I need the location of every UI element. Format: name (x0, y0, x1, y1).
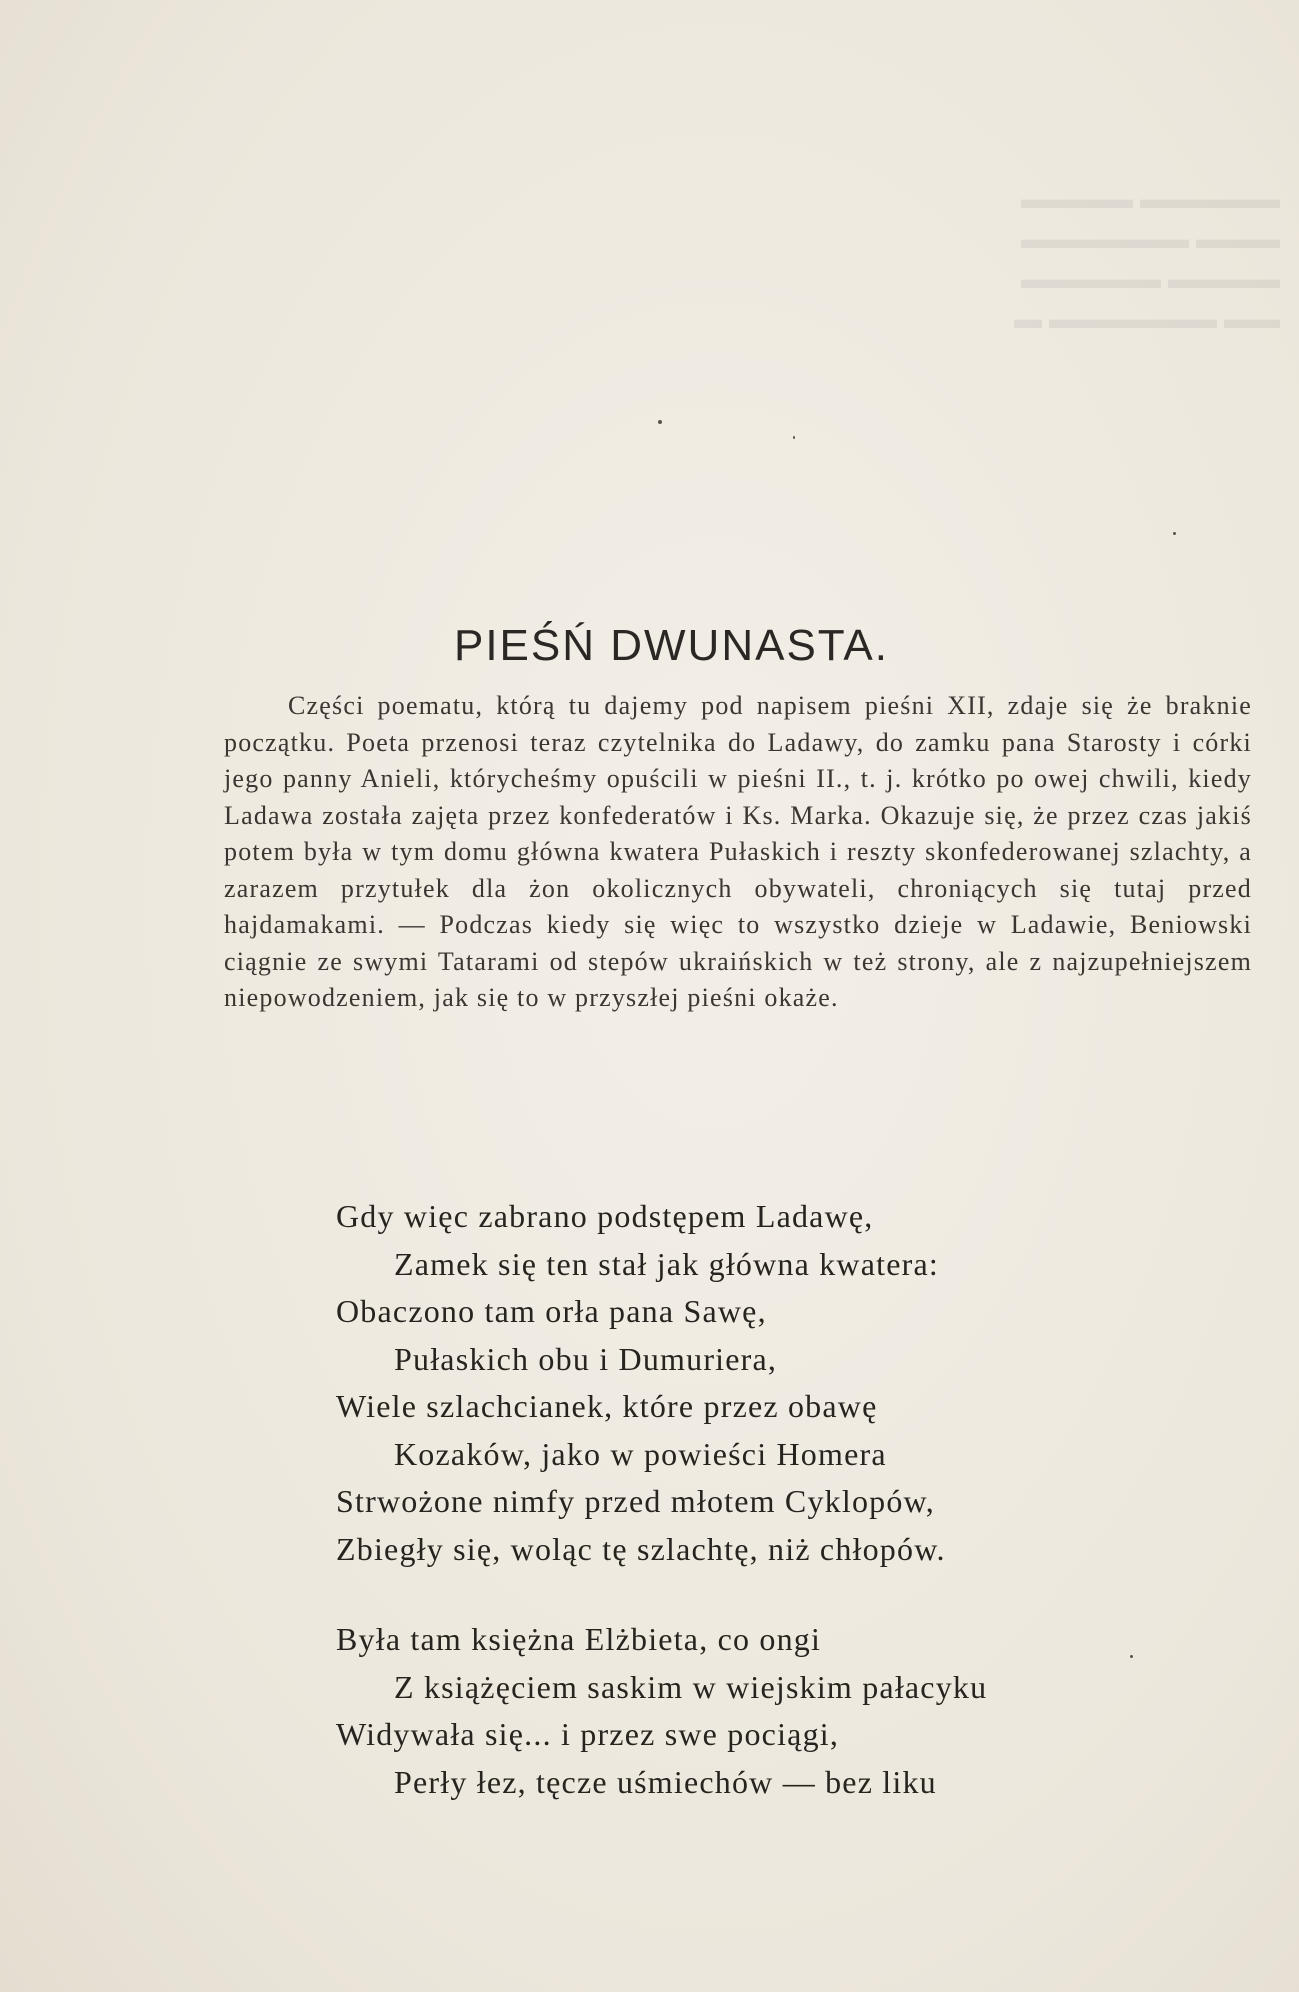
verse-line: Obaczono tam orła pana Sawę, (336, 1293, 767, 1329)
verse-line: Zamek się ten stał jak główna kwatera: (394, 1245, 939, 1282)
ink-speck (1173, 532, 1176, 535)
verse-line: Zbiegły się, woląc tę szlachtę, niż chłopów. (336, 1530, 946, 1567)
verse-line: Gdy więc zabrano podstępem Ladawę, (336, 1198, 874, 1234)
bleed-through-texture: ​▬▬▬▬▬ ▬▬▬▬ ▬▬▬ ▬▬▬▬▬▬ ▬▬▬▬ ▬▬▬▬▬ ▬▬ ▬▬▬▬▬▬ ▬ (1014, 184, 1280, 335)
verse-line: Strwożone nimfy przed młotem Cyklopów, (336, 1483, 935, 1519)
stanza-1 (336, 1193, 1236, 1573)
introduction-paragraph (224, 688, 1252, 1017)
ink-speck (793, 436, 795, 439)
stanza-2 (336, 1616, 1236, 1806)
ink-speck (658, 420, 662, 424)
verse-line: Z książęciem saskim w wiejskim pałacyku (394, 1668, 988, 1705)
verse-line: Wiele szlachcianek, które przez obawę (336, 1388, 878, 1424)
verse-line: Była tam księżna Elżbieta, co ongi (336, 1621, 822, 1657)
verse-line: Widywała się... i przez swe pociągi, (336, 1716, 840, 1752)
intro-text: Części poematu, którą tu dajemy pod napisem pieśni XII, zdaje się że braknie początku. Poeta przenosi teraz czytelnika do Ladawy, do zamku pana Starosty i córki jego panny Anieli, którycheśmy opuścili w pieśni II., t. j. krótko po owej chwili, kiedy Ladawa została zajęta przez konfederatów i Ks. Marka. Okazuje się, że przez czas jakiś potem była w tym domu główna kwatera Pułaskich i reszty skonfederowanej szlachty, a zarazem przytułek dla żon okolicznych obywateli, chroniących się tutaj przed hajdamakami. — Podczas kiedy się więc to wszystko dzieje w Ladawie, Beniowski ciągnie ze swymi Tatarami od stepów ukraińskich w też strony, ale z najzupełniejszem niepowodzeniem, jak się to w przyszłej pieśni okaże. (224, 691, 1252, 1012)
verse-line: Pułaskich obu i Dumuriera, (394, 1340, 778, 1377)
verse-line: Perły łez, tęcze uśmiechów — bez liku (394, 1763, 937, 1800)
page-title: PIEŚŃ DWUNASTA. (453, 621, 889, 671)
verse-line: Kozaków, jako w powieści Homera (394, 1435, 887, 1472)
